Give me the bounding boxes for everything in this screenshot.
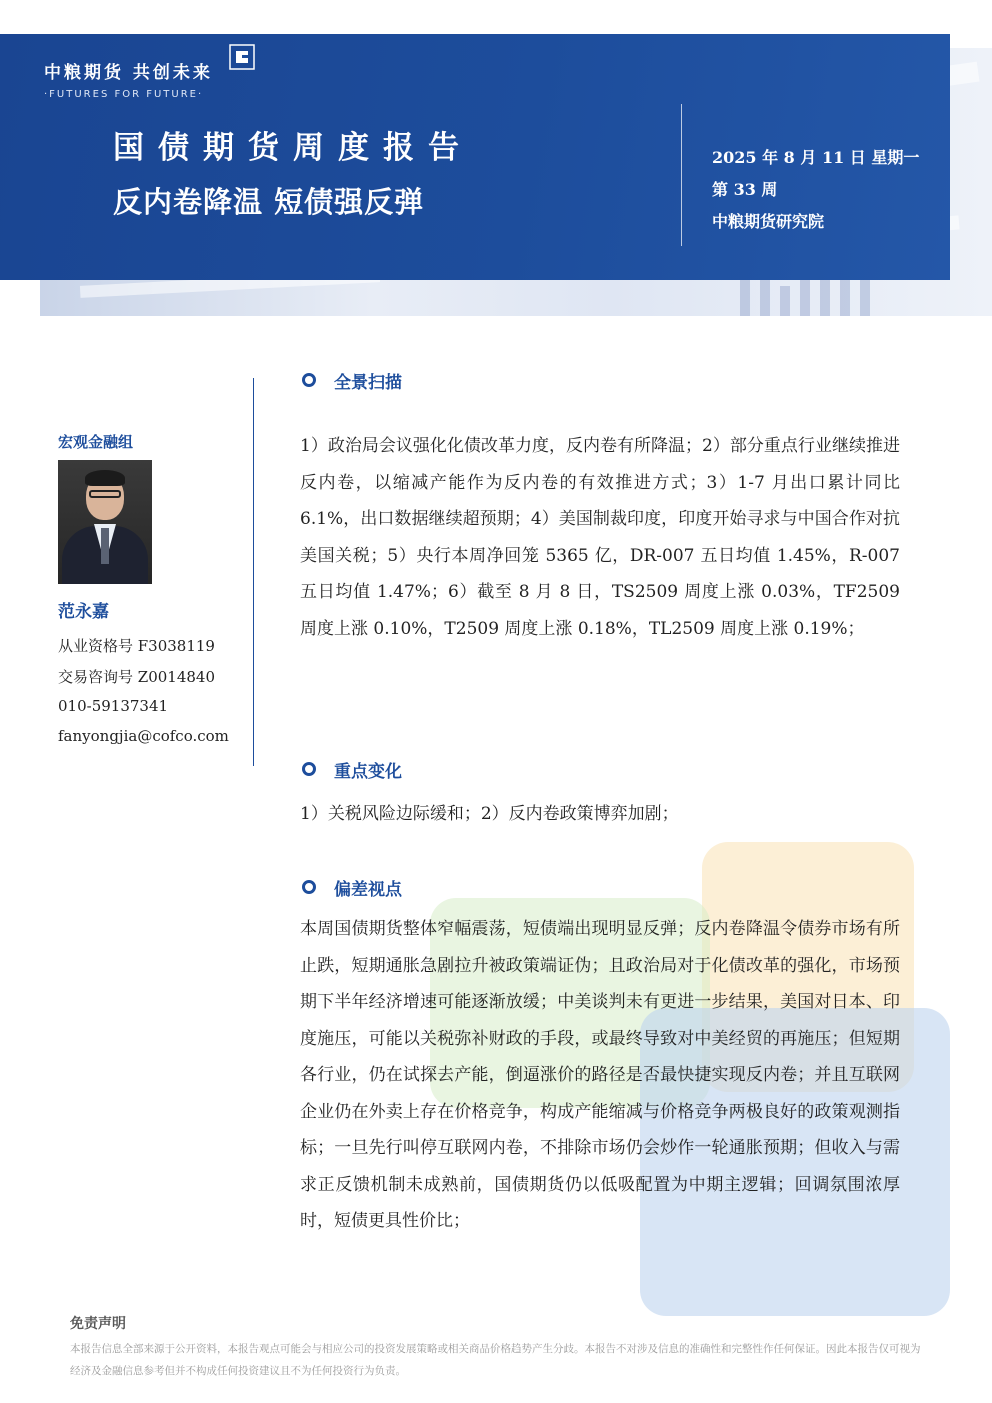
research-institute: 中粮期货研究院	[712, 212, 825, 231]
bullet-circle-icon	[302, 762, 316, 776]
section-title: 重点变化	[334, 762, 402, 782]
section-heading-view	[302, 875, 402, 900]
logo-chinese-text: 中粮期货 共创未来	[44, 63, 213, 83]
company-logo	[44, 58, 213, 100]
view-paragraph: 本周国债期货整体窄幅震荡，短债端出现明显反弹；反内卷降温令债券市场有所止跌，短期通胀急剧拉升被政策端证伪；且政治局对于化债改革的强化，市场预期下半年经济增速可能逐渐放缓；中美谈判未有更进一步结果，美国对日本、印度施压，可能以关税弥补财政的手段，或最终导致对中美经贸的再施压；但短期各行业，仍在试探去产能，倒逼涨价的路径是否最快捷实现反内卷；并且互联网企业仍在外卖上存在价格竞争，构成产能缩减与价格竞争两极良好的政策观测指标；一旦先行叫停互联网内卷，不排除市场仍会炒作一轮通胀预期；但收入与需求正反馈机制未成熟前，国债期货仍以低吸配置为中期主逻辑；回调氛围浓厚时，短债更具性价比；	[300, 919, 900, 1231]
section-title: 全景扫描	[334, 373, 402, 393]
bullet-circle-icon	[302, 373, 316, 387]
changes-paragraph: 1）关税风险边际缓和；2）反内卷政策博弈加剧；	[300, 804, 679, 824]
section-title: 偏差视点	[334, 880, 402, 900]
analyst-phone: 010-59137341	[58, 697, 169, 715]
logo-mark-icon	[229, 44, 255, 70]
analyst-consult-number: 交易咨询号 Z0014840	[58, 668, 215, 686]
analyst-email: fanyongjia@cofco.com	[58, 727, 229, 745]
report-subtitle: 反内卷降温 短债强反弹	[113, 185, 425, 219]
analyst-name: 范永嘉	[58, 602, 109, 622]
disclaimer-text: 本报告信息全部来源于公开资料，本报告观点可能会与相应公司的投资发展策略或相关商品价格趋势产生分歧。本报告不对涉及信息的准确性和完整性作任何保证。因此本报告仅可视为经济及金融信息参考但并不构成任何投资建议且不为任何投资行为负责。	[70, 1343, 921, 1377]
report-title: 国债期货周度报告	[113, 130, 473, 166]
analyst-license: 从业资格号 F3038119	[58, 637, 215, 655]
logo-english-text: ·FUTURES FOR FUTURE·	[44, 89, 204, 100]
overview-paragraph: 1）政治局会议强化化债改革力度，反内卷有所降温；2）部分重点行业继续推进反内卷，以缩减产能作为反内卷的有效推进方式；3）1-7 月出口累计同比 6.1%，出口数据继续超预期；4）美国制裁印度，印度开始寻求与中国合作对抗美国关税；5）央行本周净回笼 5365 亿，DR-007 五日均值 1.45%，R-007 五日均值 1.47%；6）截至 8 月 8 日，TS2509 周度上涨 0.03%，TF2509 周度上涨 0.10%，T2509 周度上涨 0.18%，TL2509 周度上涨 0.19%；	[300, 436, 900, 639]
section-heading-overview	[302, 368, 402, 393]
analyst-photo	[58, 460, 152, 584]
analyst-group: 宏观金融组	[58, 433, 134, 451]
header-divider	[681, 104, 682, 246]
bullet-circle-icon	[302, 880, 316, 894]
column-divider	[253, 378, 254, 766]
report-week: 第 33 周	[712, 180, 778, 199]
report-date: 2025 年 8 月 11 日 星期一	[712, 148, 920, 167]
section-heading-changes	[302, 757, 402, 782]
disclaimer-title: 免责声明	[70, 1316, 126, 1332]
